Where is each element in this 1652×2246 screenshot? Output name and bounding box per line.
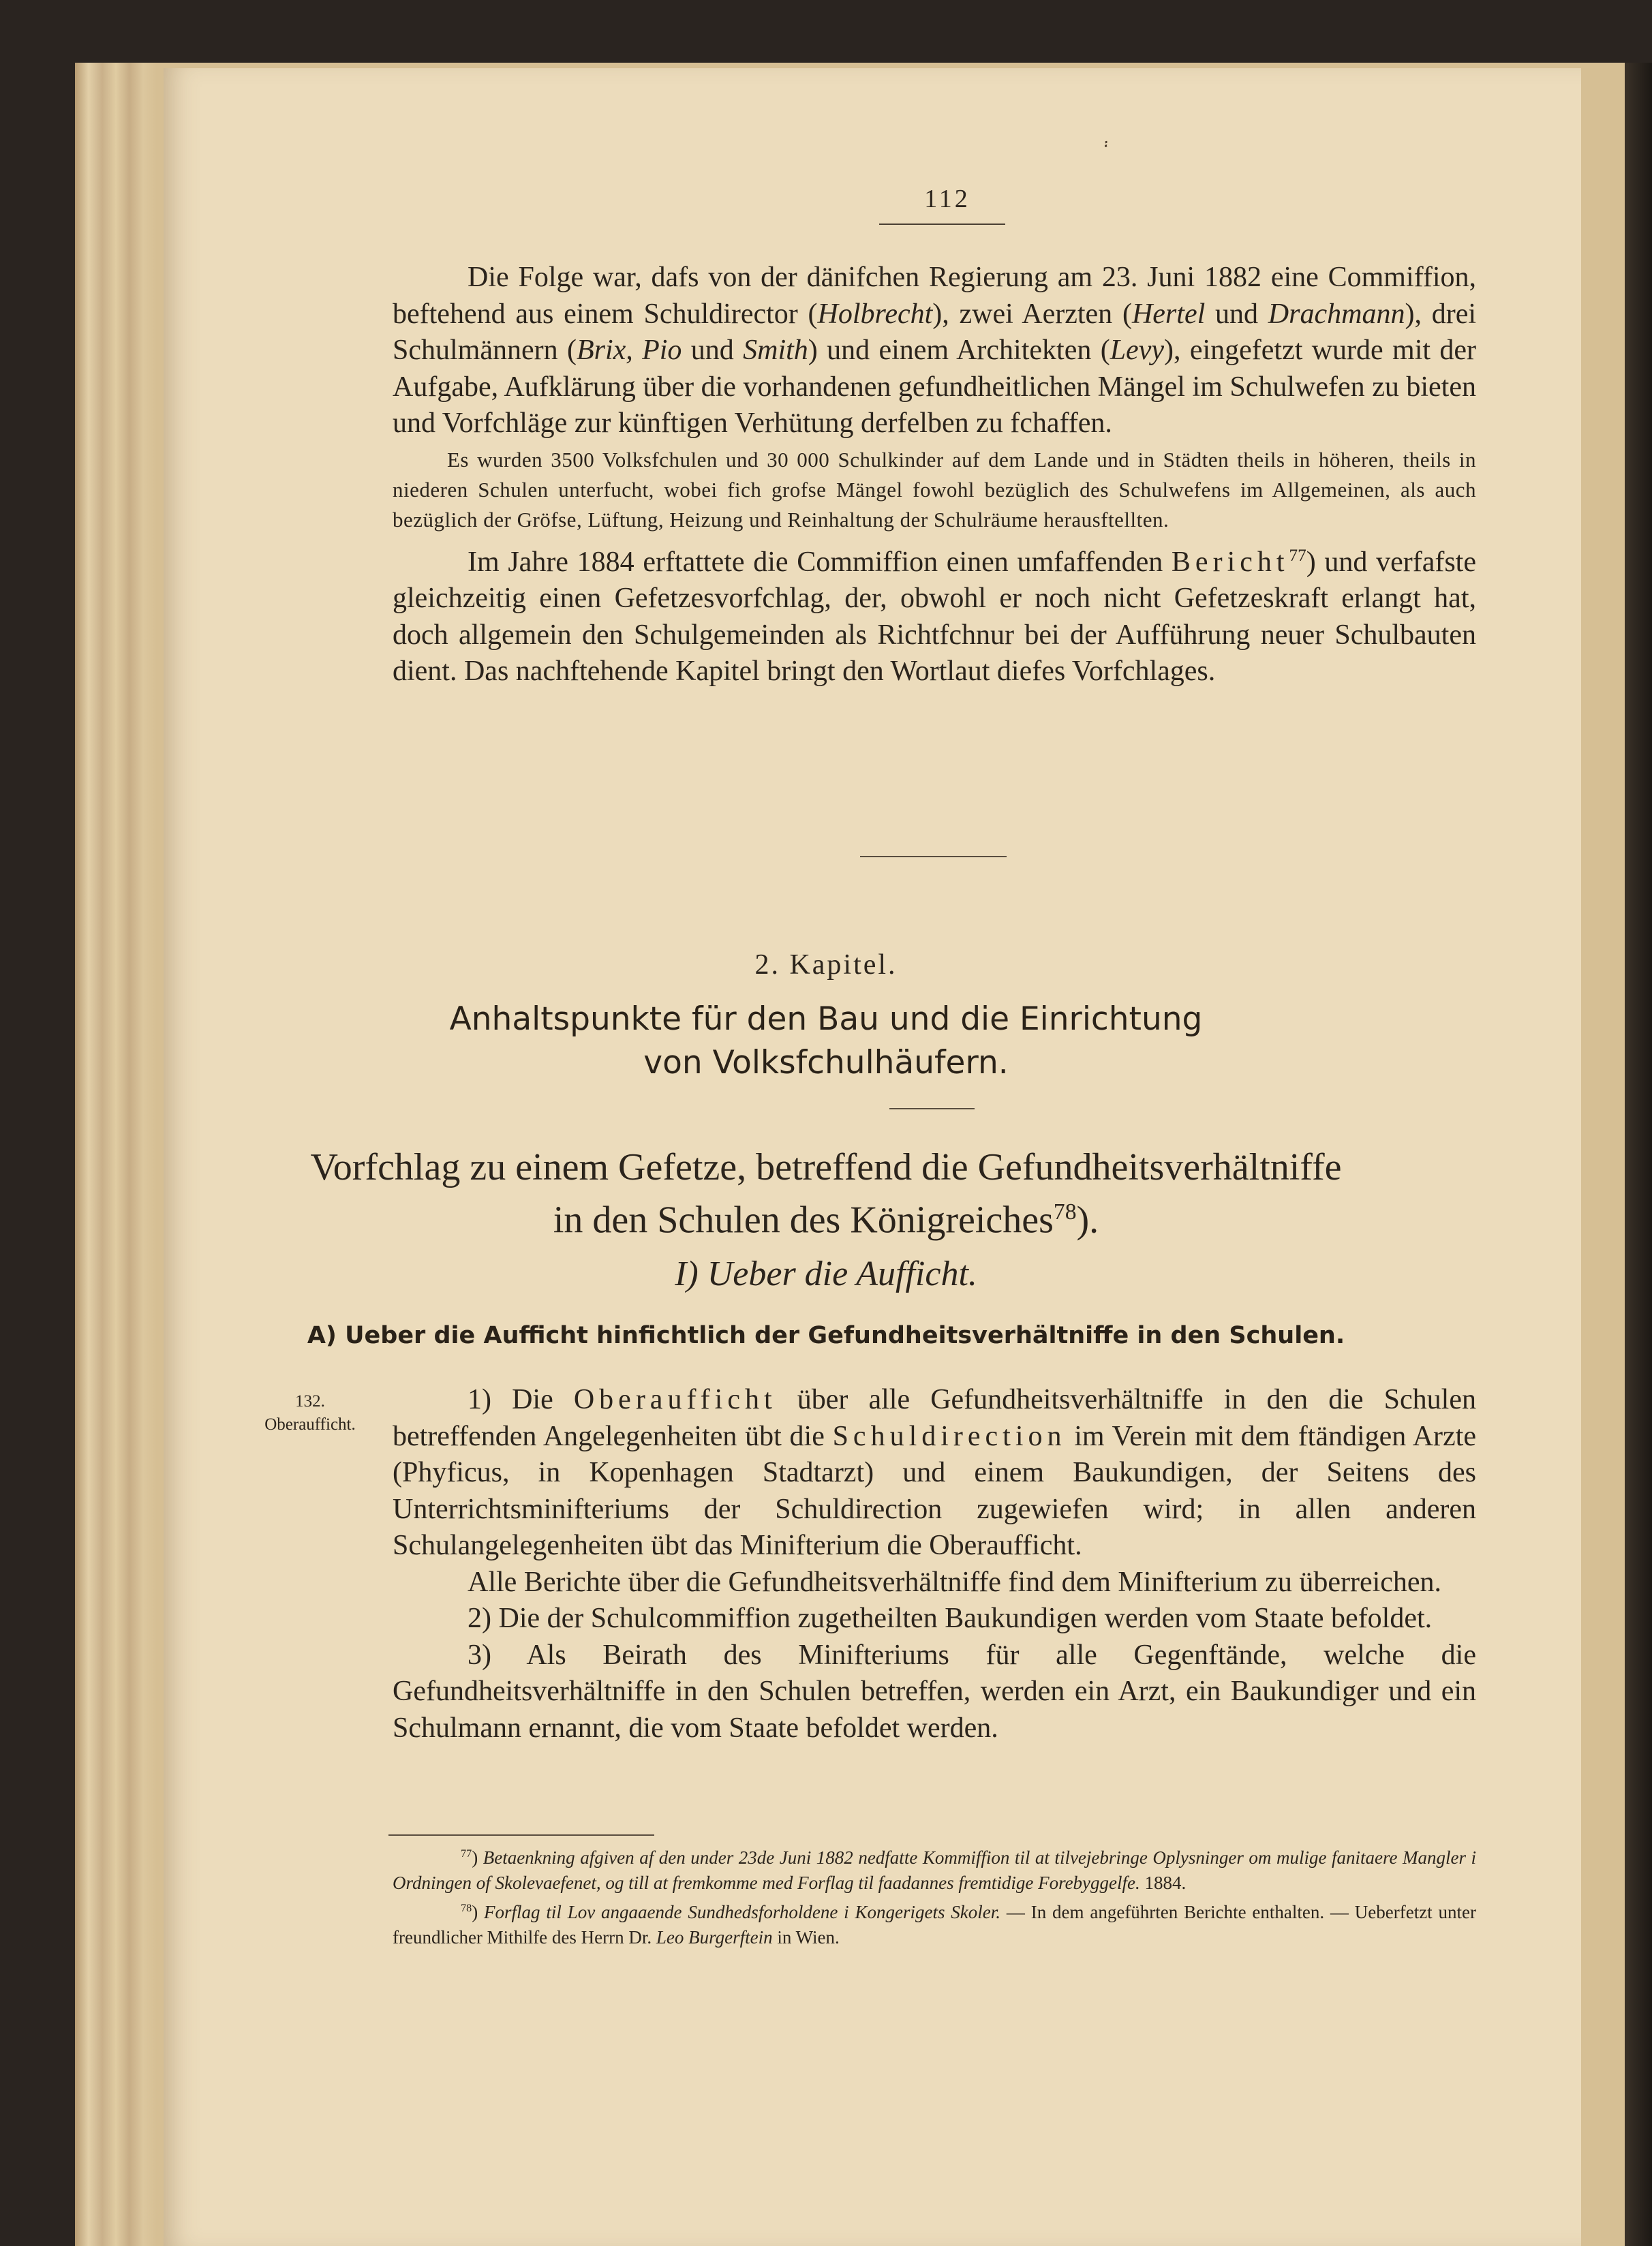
intro-small-paragraph: Es wurden 3500 Volksfchulen und 30 000 Schulkinder auf dem Lande und in Städten theils in höheren, theils in niederen Schulen unterfucht, wobei fich grofse Mängel fowohl bezüglich des Schulwefens im Allgemeinen, als auch bezüglich der Gröfse, Lüftung, Heizung und Reinhaltung der Schulräume herausftellten.: [393, 447, 1476, 532]
chapter-label: 2. Kapitel.: [754, 949, 898, 981]
chapter-title: [0, 998, 1652, 1085]
margin-note: [245, 1390, 375, 1436]
law-title: [0, 1145, 1652, 1243]
footnote-78: $^{78}$) Forflag til Lov angaaende Sundhedsforholdene i Kongerigets Skoler. — In dem angeführten Berichte enthalten. — Ueberfetzt unter freundlicher Mithilfe des Herrn Dr. Leo Burgerftein in Wien.: [393, 1902, 1476, 1948]
margin-note-number: 132.: [295, 1392, 325, 1411]
page-number-rule: [879, 224, 1005, 225]
intro-paragraph-2: Im Jahre 1884 erftattete die Commiffion einen umfaffenden Bericht$^{77}$) und verfafste gleichzeitig einen Gefetzesvorfchlag, der, obwohl er noch nicht Gefetzeskraft erlangt hat, doch allgemein den Schulgemeinden als Richtfchnur bei der Aufführung neuer Schulbauten dient. Das nachftehende Kapitel bringt den Wortlaut diefes Vorfchlages.: [393, 546, 1476, 687]
ink-mark: ᎓: [1104, 134, 1108, 151]
section-divider: [860, 856, 1007, 857]
chapter-title-line-1: Anhaltspunkte für den Bau und die Einrichtung: [449, 1000, 1203, 1038]
page-number: 112: [924, 185, 970, 213]
intro-section: [393, 260, 1476, 690]
footnotes: [393, 1841, 1476, 1950]
article-1: 1) Die Oberaufficht über alle Gefundheitsverhältniffe in den die Schulen betreffenden Angelegenheiten übt die Schuldirection im Verein mit dem ftändigen Arzte (Phyficus, in Kopenhagen Stadtarzt) und einem Baukundigen, der Seitens des Unterrichtsminifteriums der Schuldirection zugewiefen wird; in allen anderen Schulangelegenheiten übt das Minifterium die Oberaufficht.: [393, 1384, 1476, 1561]
chapter-title-line-2: von Volksfchulhäufern.: [643, 1044, 1009, 1081]
footnote-77: $^{77}$) Betaenkning afgiven af den under 23de Juni 1882 nedfatte Kommiffion til at tilvejebringe Oplysninger om mulige fanitaere Mangler i Ordningen of Skolevaefenet, og till at fremkomme med Forflag til faadannes fremtidige Forebyggelfe. 1884.: [393, 1847, 1477, 1893]
chapter-divider: [889, 1108, 975, 1109]
margin-note-label: Oberaufficht.: [264, 1415, 356, 1434]
articles-section: [393, 1382, 1476, 1747]
law-title-line-1: Vorfchlag zu einem Gefetze, betreffend die Gefundheitsverhältniffe: [310, 1146, 1342, 1188]
section-title: I) Ueber die Aufficht.: [675, 1255, 977, 1293]
intro-paragraph-1: Die Folge war, dafs von der dänifchen Regierung am 23. Juni 1882 eine Commiffion, beftehend aus einem Schuldirector (Holbrecht), zwei Aerzten (Hertel und Drachmann), drei Schulmännern (Brix, Pio und Smith) und einem Architekten (Levy), eingefetzt wurde mit der Aufgabe, Aufklärung über die vorhandenen gefundheitlichen Mängel im Schulwefen zu bieten und Vorfchläge zur künftigen Verhütung derfelben zu fchaffen.: [393, 262, 1477, 439]
law-title-line-2: in den Schulen des Königreiches$^{78}$).: [553, 1199, 1099, 1242]
subsection-title: A) Ueber die Aufficht hinfichtlich der Gefundheitsverhältniffe in den Schulen.: [307, 1322, 1345, 1349]
article-1-reports: Alle Berichte über die Gefundheitsverhältniffe find dem Minifterium zu überreichen.: [468, 1566, 1442, 1598]
footnote-rule: [388, 1834, 654, 1836]
article-2: 2) Die der Schulcommiffion zugetheilten Baukundigen werden vom Staate befoldet.: [468, 1603, 1433, 1634]
article-3: 3) Als Beirath des Minifteriums für alle Gegenftände, welche die Gefundheitsverhältniffe in den Schulen betreffen, werden ein Arzt, ein Baukundiger und ein Schulmann ernannt, die vom Staate befoldet werden.: [393, 1639, 1476, 1744]
